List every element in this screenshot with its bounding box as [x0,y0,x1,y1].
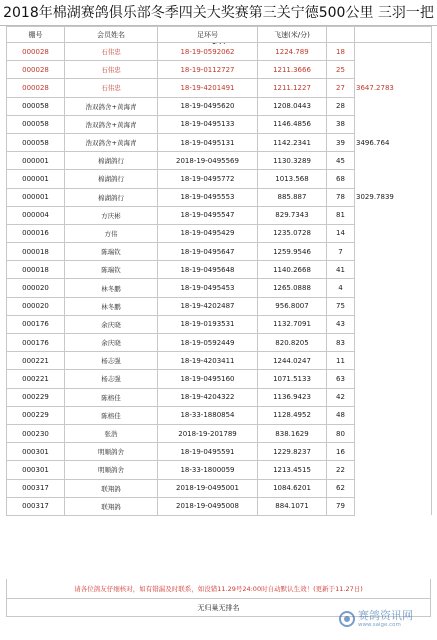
cell-member-name: 明顺鸽舍 [65,443,158,461]
cell-rank: 7 [327,243,355,261]
cell-ring-number: 18-19-0592062 [158,43,258,61]
cell-member-name: 杨志强 [65,352,158,370]
cell-shed: 000230 [7,424,65,442]
cell-rank: 80 [327,424,355,442]
cell-shed: 000001 [7,170,65,188]
cell-shed: 000221 [7,370,65,388]
cell-total: 3496.764 [355,133,432,151]
cell-speed: 1146.4856 [258,115,327,133]
cell-member-name: 明顺鸽舍 [65,461,158,479]
cell-speed: 1229.8237 [258,443,327,461]
table-row [7,61,432,79]
header-member-name: 会员姓名 [65,27,158,43]
cell-ring-number: 18-19-0495648 [158,261,258,279]
cell-ring-number: 18-19-0495133 [158,115,258,133]
cell-rank: 4 [327,279,355,297]
cell-member-name: 石伟忠 [65,43,158,61]
cell-total [355,352,432,370]
table-header-row [7,27,432,43]
cell-rank: 25 [327,61,355,79]
cell-rank: 14 [327,224,355,242]
table-row [7,188,432,206]
cell-rank: 43 [327,315,355,333]
cell-shed: 000016 [7,224,65,242]
footer-text: 无归巢无排名 [6,599,431,617]
cell-total [355,243,432,261]
header-total [355,27,432,43]
cell-shed: 000229 [7,388,65,406]
cell-ring-number: 18-19-0592449 [158,334,258,352]
cell-shed: 000020 [7,279,65,297]
cell-ring-number: 18-19-4204322 [158,388,258,406]
cell-total [355,224,432,242]
cell-rank: 79 [327,497,355,515]
cell-total [355,424,432,442]
cell-total [355,461,432,479]
cell-total: 3029.7839 [355,188,432,206]
cell-rank: 38 [327,115,355,133]
watermark-title: 赛鸽资讯网 [358,608,413,622]
cell-rank: 75 [327,297,355,315]
table-row [7,79,432,97]
table-body [7,43,432,516]
cell-rank: 11 [327,352,355,370]
cell-ring-number: 2018-19-0495569 [158,152,258,170]
cell-member-name: 石伟忠 [65,79,158,97]
cell-shed: 000028 [7,79,65,97]
cell-rank: 22 [327,461,355,479]
table-row [7,352,432,370]
cell-speed: 1244.0247 [258,352,327,370]
cell-shed: 000001 [7,188,65,206]
cell-shed: 000221 [7,352,65,370]
cell-shed: 000176 [7,315,65,333]
table-row [7,97,432,115]
cell-total [355,315,432,333]
cell-shed: 000317 [7,479,65,497]
cell-total [355,297,432,315]
cell-rank: 62 [327,479,355,497]
cell-speed: 1071.5133 [258,370,327,388]
cell-speed: 1213.4515 [258,461,327,479]
cell-shed: 000176 [7,334,65,352]
cell-member-name: 棉湖鸽行 [65,188,158,206]
cell-shed: 000020 [7,297,65,315]
table-row [7,279,432,297]
cell-ring-number: 18-19-0495553 [158,188,258,206]
cell-ring-number: 18-19-0495647 [158,243,258,261]
watermark [339,606,429,632]
cell-ring-number: 18-19-4201491 [158,79,258,97]
cell-total [355,170,432,188]
cell-ring-number: 18-19-0495160 [158,370,258,388]
cell-rank: 81 [327,206,355,224]
cell-ring-number: 18-33-1800059 [158,461,258,479]
cell-member-name: 棉湖鸽行 [65,152,158,170]
cell-rank: 42 [327,388,355,406]
table-row [7,443,432,461]
cell-member-name: 林冬鹏 [65,297,158,315]
cell-ring-number: 18-19-0193531 [158,315,258,333]
cell-shed: 000028 [7,61,65,79]
cell-speed: 1211.1227 [258,79,327,97]
table-row [7,388,432,406]
cell-member-name: 陈瑞钦 [65,243,158,261]
cell-ring-number: 18-19-0495547 [158,206,258,224]
cell-total [355,406,432,424]
cell-speed: 1224.789 [258,43,327,61]
cell-shed: 000058 [7,97,65,115]
cell-rank: 16 [327,443,355,461]
cell-speed: 1136.9423 [258,388,327,406]
cell-shed: 000004 [7,206,65,224]
table-row [7,261,432,279]
table-row [7,43,432,61]
cell-shed: 000317 [7,497,65,515]
table-row [7,461,432,479]
cell-speed: 1265.0888 [258,279,327,297]
cell-total [355,279,432,297]
cell-speed: 956.8007 [258,297,327,315]
cell-member-name: 联翔鸽 [65,479,158,497]
cell-speed: 1084.6201 [258,479,327,497]
table-row [7,243,432,261]
cell-ring-number: 2018-19-0495001 [158,479,258,497]
cell-ring-number: 18-19-0495772 [158,170,258,188]
cell-shed: 000001 [7,152,65,170]
cell-member-name: 林冬鹏 [65,279,158,297]
cell-speed: 829.7343 [258,206,327,224]
cell-ring-number: 2018-19-201789 [158,424,258,442]
cell-member-name: 浩双鸽舍+黄海青 [65,115,158,133]
cell-rank: 45 [327,152,355,170]
cell-speed: 1235.0728 [258,224,327,242]
cell-ring-number: 2018-19-0495008 [158,497,258,515]
cell-rank: 28 [327,97,355,115]
cell-shed: 000301 [7,443,65,461]
results-table [6,26,432,516]
cell-total [355,388,432,406]
cell-shed: 000058 [7,115,65,133]
header-speed: 飞速(米/分) [258,27,327,43]
cell-speed: 1142.2341 [258,133,327,151]
cell-member-name: 联翔鸽 [65,497,158,515]
cell-shed: 000301 [7,461,65,479]
cell-speed: 1259.9546 [258,243,327,261]
cell-member-name: 方伟 [65,224,158,242]
cell-rank: 39 [327,133,355,151]
cell-shed: 000229 [7,406,65,424]
cell-rank: 78 [327,188,355,206]
table-row [7,115,432,133]
cell-shed: 000018 [7,261,65,279]
cell-speed: 1211.3666 [258,61,327,79]
cell-total [355,152,432,170]
table-row [7,206,432,224]
cell-ring-number: 18-19-0495591 [158,443,258,461]
cell-rank: 63 [327,370,355,388]
cell-member-name: 张浩 [65,424,158,442]
cell-member-name: 棉湖鸽行 [65,170,158,188]
cell-ring-number: 18-19-0495620 [158,97,258,115]
cell-member-name: 石伟忠 [65,61,158,79]
pigeon-logo-icon [339,611,355,627]
watermark-url: www.saige.com [358,621,401,628]
cell-speed: 820.8205 [258,334,327,352]
cell-total [355,61,432,79]
cell-member-name: 杨志强 [65,370,158,388]
table-row [7,334,432,352]
cell-ring-number: 18-19-0495429 [158,224,258,242]
table-row [7,170,432,188]
cell-member-name: 陈瑞钦 [65,261,158,279]
cell-member-name: 余庆晓 [65,334,158,352]
header-ring-number: 足环号 [158,27,258,43]
cell-total [355,115,432,133]
cell-rank: 18 [327,43,355,61]
table-row [7,406,432,424]
cell-total [355,497,432,515]
table-row [7,315,432,333]
cell-speed: 1132.7091 [258,315,327,333]
cell-speed: 838.1629 [258,424,327,442]
header-shed: 棚号 [7,27,65,43]
cell-rank: 48 [327,406,355,424]
cell-total [355,479,432,497]
cell-ring-number: 18-19-0495131 [158,133,258,151]
cell-total [355,443,432,461]
table-row [7,479,432,497]
cell-rank: 41 [327,261,355,279]
cell-rank: 27 [327,79,355,97]
table-row [7,152,432,170]
page-title: 2018年棉湖赛鸽俱乐部冬季四关大奖赛第三关宁德500公里 三羽一把 [0,0,437,26]
cell-total [355,206,432,224]
cell-ring-number: 18-19-4202487 [158,297,258,315]
table-row [7,133,432,151]
cell-shed: 000018 [7,243,65,261]
cell-member-name: 陈榕佳 [65,406,158,424]
cell-speed: 1130.3289 [258,152,327,170]
cell-ring-number: 18-19-4203411 [158,352,258,370]
notice-text: 请各位鸽友仔细核对，如有错漏及时联系，如没错11.29号24:00时自动默认生效！(更新于11.27日) [6,579,431,599]
cell-shed: 000058 [7,133,65,151]
cell-total [355,261,432,279]
cell-member-name: 方庆彬 [65,206,158,224]
cell-total [355,97,432,115]
cell-speed: 885.887 [258,188,327,206]
cell-member-name: 浩双鸽舍+黄海青 [65,97,158,115]
cell-speed: 1013.568 [258,170,327,188]
cell-shed: 000028 [7,43,65,61]
cell-rank: 68 [327,170,355,188]
cell-member-name: 浩双鸽舍+黄海青 [65,133,158,151]
cell-speed: 1208.0443 [258,97,327,115]
cell-total [355,370,432,388]
table-row [7,224,432,242]
cell-speed: 1140.2668 [258,261,327,279]
table-row [7,370,432,388]
table-row [7,424,432,442]
cell-member-name: 余庆晓 [65,315,158,333]
cell-ring-number: 18-19-0495453 [158,279,258,297]
cell-speed: 1128.4952 [258,406,327,424]
cell-total [355,43,432,61]
table-row [7,497,432,515]
cell-rank: 83 [327,334,355,352]
cell-total: 3647.2783 [355,79,432,97]
cell-ring-number: 18-33-1880854 [158,406,258,424]
cell-member-name: 陈榕佳 [65,388,158,406]
cell-total [355,334,432,352]
header-rank [327,27,355,43]
table-row [7,297,432,315]
cell-ring-number: 18-19-0112727 [158,61,258,79]
cell-speed: 884.1071 [258,497,327,515]
